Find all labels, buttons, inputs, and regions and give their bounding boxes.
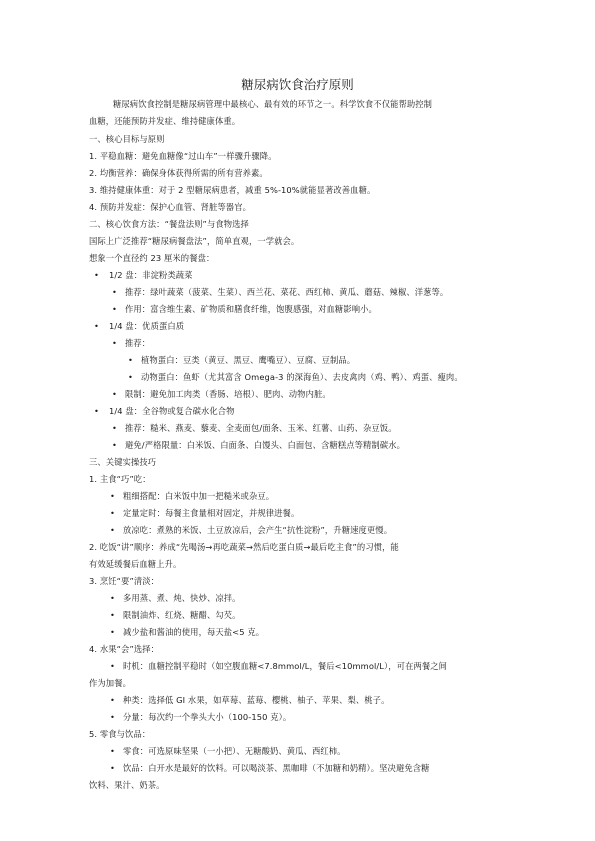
section1-item-3: 3. 维持健康体重：对于 2 型糖尿病患者，减重 5%-10%就能显著改善血糖。: [89, 185, 376, 195]
half-plate-recommend: 推荐：绿叶蔬菜（菠菜、生菜）、西兰花、菜花、西红柿、黄瓜、蘑菇、辣椒、洋葱等。: [125, 287, 449, 297]
bullet-icon: •: [110, 610, 115, 620]
section2-intro-1: 国际上广泛推荐“糖尿病餐盘法”，简单直观，一学就会。: [89, 236, 300, 246]
bullet-icon: •: [112, 440, 117, 450]
half-plate-effect: 作用：富含维生素、矿物质和膳食纤维，饱腹感强，对血糖影响小。: [125, 304, 377, 314]
tip5-drinks-line-1: 饮品：白开水是最好的饮料。可以喝淡茶、黑咖啡（不加糖和奶精）。坚决避免含糖: [123, 763, 430, 773]
tip3-item-3: 减少盐和酱油的使用，每天盐<5 克。: [123, 627, 265, 637]
bullet-icon: •: [110, 525, 115, 535]
tip5-drinks-line-2: 饮料、果汁、奶茶。: [89, 780, 165, 790]
bullet-icon: •: [110, 661, 115, 671]
carb-label: 1/4 盘：全谷物或复合碳水化合物: [109, 406, 235, 416]
bullet-icon: •: [110, 746, 115, 756]
protein-label: 1/4 盘：优质蛋白质: [109, 321, 185, 331]
section1-item-4: 4. 预防并发症：保护心血管、肾脏等器官。: [89, 202, 251, 212]
bullet-icon: •: [112, 338, 117, 348]
protein-recommend: 推荐：: [125, 338, 151, 348]
bullet-icon: •: [112, 287, 117, 297]
bullet-icon: •: [112, 423, 117, 433]
bullet-icon: •: [128, 372, 133, 382]
tip2-line-2: 有效延缓餐后血糖上升。: [89, 559, 182, 569]
bullet-icon: •: [94, 406, 99, 416]
tip4-portion: 分量：每次约一个拳头大小（100-150 克）。: [123, 712, 292, 722]
section1-item-1: 1. 平稳血糖：避免血糖像“过山车”一样骤升骤降。: [89, 151, 277, 161]
bullet-icon: •: [110, 491, 115, 501]
bullet-icon: •: [112, 389, 117, 399]
tip1-item-2: 定量定时：每餐主食量相对固定，并规律进餐。: [123, 508, 300, 518]
tip1-item-1: 粗细搭配：白米饭中加一把糙米或杂豆。: [123, 491, 275, 501]
bullet-icon: •: [110, 508, 115, 518]
tip5-heading: 5. 零食与饮品：: [89, 729, 151, 739]
bullet-icon: •: [110, 712, 115, 722]
bullet-icon: •: [110, 763, 115, 773]
tip4-timing-line-1: 时机：血糖控制平稳时（如空腹血糖<7.8mmol/L，餐后<10mmol/L），可在两餐之间: [123, 661, 448, 671]
section1-heading: 一、核心目标与原则: [89, 134, 165, 144]
bullet-icon: •: [112, 304, 117, 314]
plant-protein: 植物蛋白：豆类（黄豆、黑豆、鹰嘴豆）、豆腐、豆制品。: [141, 355, 356, 365]
tip3-item-2: 限制油炸、红烧、糖醋、勾芡。: [123, 610, 241, 620]
tip3-item-1: 多用蒸、煮、炖、快炒、凉拌。: [123, 593, 241, 603]
half-plate-label: 1/2 盘：非淀粉类蔬菜: [109, 270, 193, 280]
tip4-timing-line-2: 作为加餐。: [89, 678, 131, 688]
intro-line-1: 糖尿病饮食控制是糖尿病管理中最核心、最有效的环节之一。科学饮食不仅能帮助控制: [113, 99, 433, 109]
section2-heading: 二、核心饮食方法：“餐盘法则”与食物选择: [89, 219, 249, 229]
tip2-line-1: 2. 吃饭“讲”顺序：养成“先喝汤→再吃蔬菜→然后吃蛋白质→最后吃主食”的习惯，能: [89, 542, 399, 552]
bullet-icon: •: [110, 593, 115, 603]
bullet-icon: •: [94, 270, 99, 280]
section1-item-2: 2. 均衡营养：确保身体获得所需的所有营养素。: [89, 168, 268, 178]
tip3-heading: 3. 烹饪“要”清淡：: [89, 576, 160, 586]
carb-avoid: 避免/严格限量：白米饭、白面条、白馒头、白面包、含糖糕点等精制碳水。: [125, 440, 405, 450]
tip1-heading: 1. 主食“巧”吃：: [89, 474, 151, 484]
tip4-heading: 4. 水果“会”选择：: [89, 644, 160, 654]
tip5-snacks: 零食：可选原味坚果（一小把）、无糖酸奶、黄瓜、西红柿。: [123, 746, 346, 756]
document-title: 糖尿病饮食治疗原则: [241, 77, 354, 92]
carb-recommend: 推荐：糙米、燕麦、藜麦、全麦面包/面条、玉米、红薯、山药、杂豆饭。: [125, 423, 397, 433]
section2-intro-2: 想象一个直径约 23 厘米的餐盘：: [89, 253, 215, 263]
protein-limit: 限制：避免加工肉类（香肠、培根）、肥肉、动物内脏。: [125, 389, 331, 399]
bullet-icon: •: [110, 627, 115, 637]
bullet-icon: •: [110, 695, 115, 705]
tip4-kinds: 种类：选择低 GI 水果，如草莓、蓝莓、樱桃、柚子、苹果、梨、桃子。: [123, 695, 390, 705]
tip1-item-3: 放凉吃：煮熟的米饭、土豆放凉后，会产生“抗性淀粉”，升糖速度更慢。: [123, 525, 393, 535]
bullet-icon: •: [128, 355, 133, 365]
bullet-icon: •: [94, 321, 99, 331]
animal-protein: 动物蛋白：鱼虾（尤其富含 Omega-3 的深海鱼）、去皮禽肉（鸡、鸭）、鸡蛋、瘦肉。: [141, 372, 463, 382]
intro-line-2: 血糖，还能预防并发症、维持健康体重。: [89, 116, 241, 126]
section3-heading: 三、关键实操技巧: [89, 457, 157, 467]
